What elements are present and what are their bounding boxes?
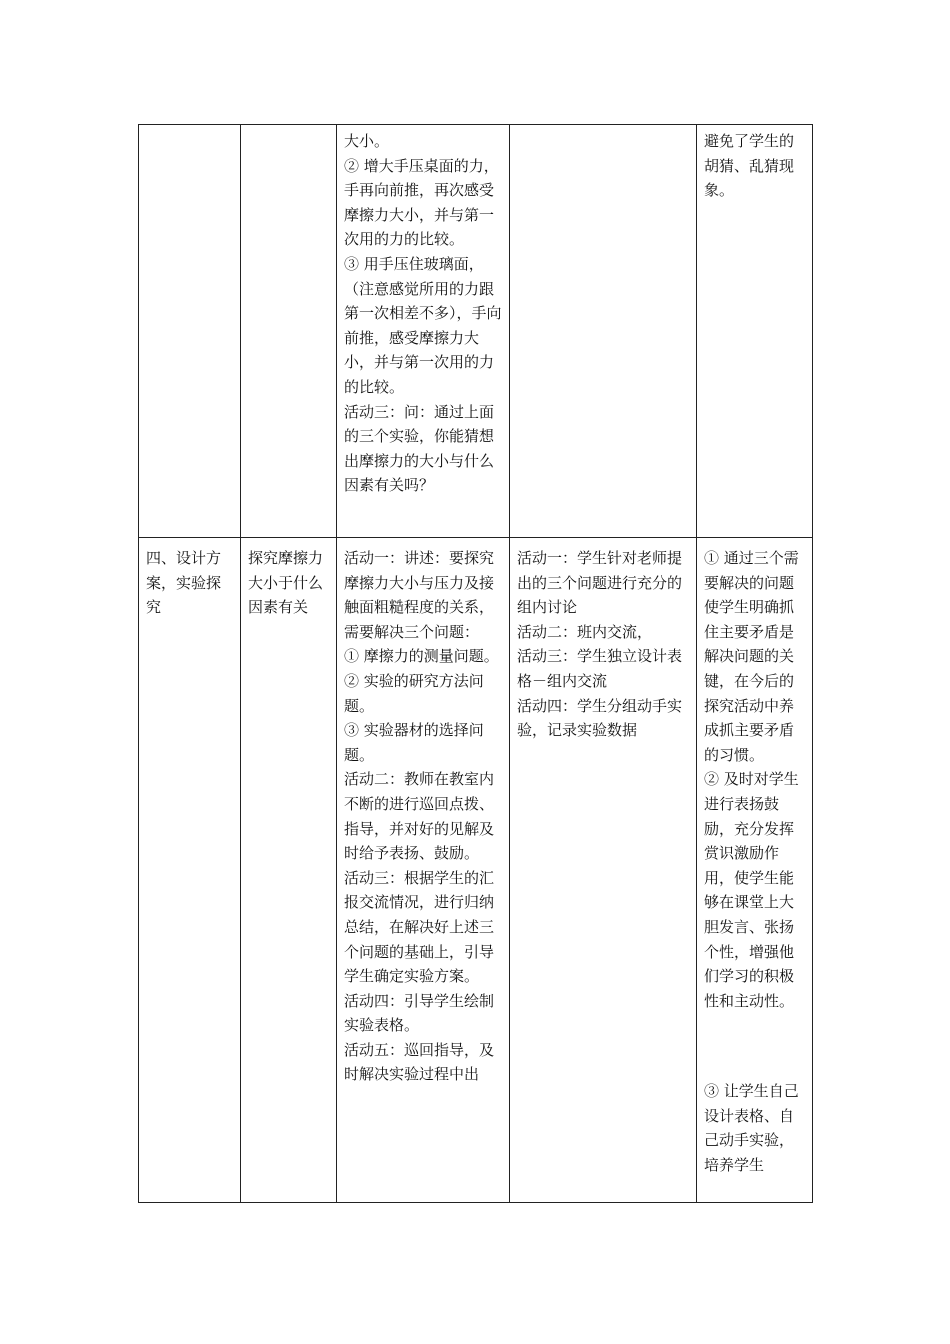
design-intent-cell: [697, 125, 813, 538]
student-activity-cell: [510, 125, 697, 538]
stage-cell: [139, 125, 241, 538]
lesson-plan-table: [138, 124, 813, 1203]
teacher-activity-paragraph: 活动三：问：通过上面的三个实验，你能猜想出摩擦力的大小与什么因素有关吗？: [344, 402, 495, 495]
stage-label: 四、设计方案，实验探究: [146, 549, 222, 617]
teacher-activity-paragraph: 活动二：教师在教室内不断的进行巡回点拨、指导，并对好的见解及时给予表扬、鼓励。: [344, 770, 495, 863]
student-activity-paragraph: 活动二：班内交流，: [517, 622, 653, 641]
student-activity-cell: [510, 538, 697, 1203]
student-activity-paragraph: 活动四：学生分组动手实验，记录实验数据: [517, 696, 683, 740]
topic-cell: [241, 538, 337, 1203]
student-activity-paragraph: 活动三：学生独立设计表格－组内交流: [517, 647, 683, 690]
design-intent-paragraph: ① 通过三个需要解决的问题使学生明确抓住主要矛盾是解决问题的关键，在今后的探究活动中养成抓主要矛盾的习惯。: [704, 549, 799, 764]
teacher-activity-paragraph: 大小。: [344, 132, 390, 150]
teacher-activity-paragraph: 活动三：根据学生的汇报交流情况，进行归纳总结，在解决好上述三个问题的基础上，引导学生确定实验方案。: [344, 868, 495, 986]
topic-label: 探究摩擦力大小于什么因素有关: [248, 549, 324, 617]
teacher-activity-paragraph: ③ 用手压住玻璃面，（注意感觉所用的力跟第一次相差不多），手向前推，感受摩擦力大小，并与第一次用的力的比较。: [344, 254, 502, 396]
teacher-activity-paragraph: ② 实验的研究方法问题。: [344, 671, 484, 715]
design-intent-cell: [697, 538, 813, 1203]
student-activity-paragraph: 活动一：学生针对老师提出的三个问题进行充分的组内讨论: [517, 549, 683, 617]
teacher-activity-paragraph: ① 摩擦力的测量问题。: [344, 647, 499, 666]
teacher-activity-paragraph: 活动四：引导学生绘制实验表格。: [344, 991, 495, 1035]
blank-gap: [704, 1013, 806, 1079]
topic-cell: [241, 125, 337, 538]
table-row: [139, 125, 813, 538]
table-row: [139, 538, 813, 1203]
teacher-activity-paragraph: ③ 实验器材的选择问题。: [344, 721, 484, 764]
design-intent-paragraph: ② 及时对学生进行表扬鼓励，充分发挥赏识激励作用，使学生能够在课堂上大胆发言、张扬个性，增强他们学习的积极性和主动性。: [704, 770, 799, 1010]
teacher-activity-cell: [337, 125, 510, 538]
stage-cell: [139, 538, 241, 1203]
design-intent-paragraph: 避免了学生的胡猜、乱猜现象。: [704, 132, 795, 200]
design-intent-paragraph: ③ 让学生自己设计表格、自己动手实验，培养学生: [704, 1082, 799, 1175]
teacher-activity-cell: [337, 538, 510, 1203]
teacher-activity-paragraph: 活动一：讲述：要探究摩擦力大小与压力及接触面粗糙程度的关系，需要解决三个问题：: [344, 549, 495, 641]
teacher-activity-paragraph: 活动五：巡回指导，及时解决实验过程中出: [344, 1040, 495, 1084]
teacher-activity-paragraph: ② 增大手压桌面的力，手再向前推，再次感受摩擦力大小，并与第一次用的力的比较。: [344, 156, 499, 249]
